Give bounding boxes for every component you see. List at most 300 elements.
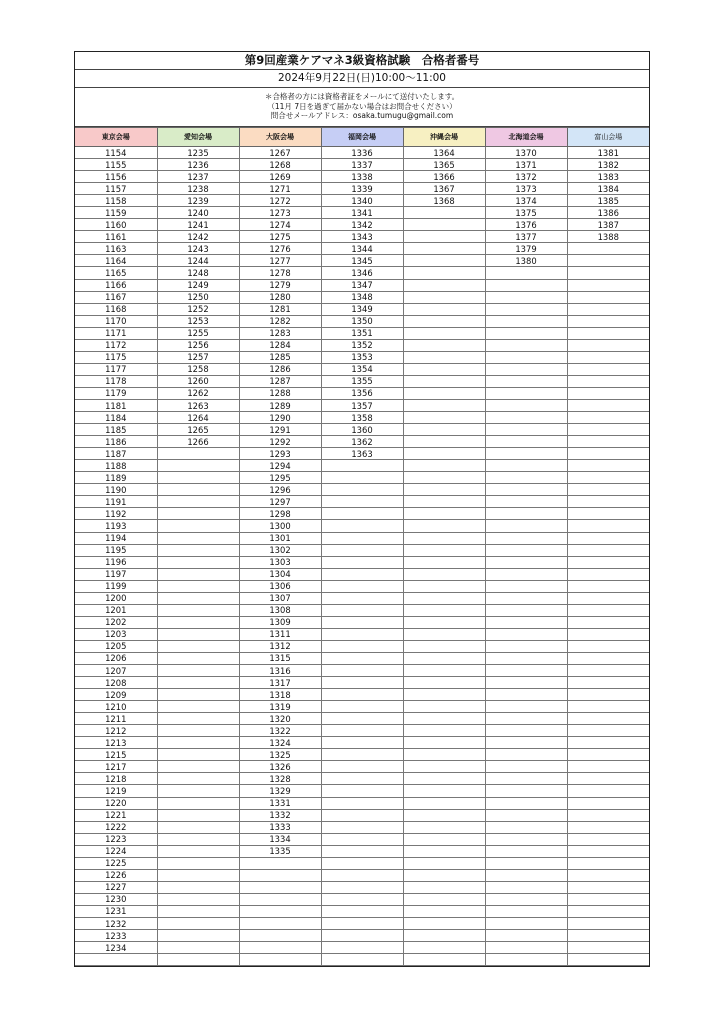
table-row <box>75 243 649 255</box>
pass-number-cell <box>403 219 485 231</box>
pass-number-cell <box>485 424 567 436</box>
pass-number-cell <box>403 785 485 797</box>
pass-number-cell <box>157 556 239 568</box>
pass-number-cell <box>321 725 403 737</box>
table-row <box>75 592 649 604</box>
pass-number-cell <box>403 640 485 652</box>
pass-number-cell: 1163 <box>75 243 157 255</box>
pass-number-cell: 1355 <box>321 375 403 387</box>
pass-number-cell: 1192 <box>75 508 157 520</box>
pass-number-cell: 1290 <box>239 412 321 424</box>
pass-number-cell <box>567 291 649 303</box>
pass-number-cell: 1220 <box>75 797 157 809</box>
pass-number-cell <box>321 845 403 857</box>
table-row <box>75 147 649 159</box>
pass-number-cell <box>485 930 567 942</box>
pass-number-cell: 1155 <box>75 159 157 171</box>
pass-number-cell <box>239 954 321 966</box>
pass-number-cell <box>321 737 403 749</box>
pass-number-cell: 1276 <box>239 243 321 255</box>
pass-number-cell <box>403 954 485 966</box>
pass-number-cell: 1274 <box>239 219 321 231</box>
pass-number-cell: 1210 <box>75 701 157 713</box>
pass-number-cell <box>567 905 649 917</box>
pass-number-cell: 1243 <box>157 243 239 255</box>
pass-number-cell: 1356 <box>321 387 403 399</box>
pass-number-cell: 1255 <box>157 327 239 339</box>
pass-number-cell: 1282 <box>239 315 321 327</box>
pass-number-cell <box>567 592 649 604</box>
pass-number-cell <box>403 773 485 785</box>
pass-number-cell: 1304 <box>239 568 321 580</box>
pass-number-cell: 1191 <box>75 496 157 508</box>
pass-number-cell <box>567 725 649 737</box>
pass-number-cell <box>321 556 403 568</box>
pass-number-cell <box>321 869 403 881</box>
pass-number-cell <box>403 628 485 640</box>
venue-header-row <box>75 128 649 147</box>
pass-number-cell <box>321 460 403 472</box>
pass-number-cell <box>157 484 239 496</box>
notice-line-contact-email: 問合せメールアドレス：osaka.tumugu@gmail.com <box>270 111 454 121</box>
pass-number-cell <box>157 809 239 821</box>
pass-number-cell <box>403 424 485 436</box>
pass-number-cell: 1342 <box>321 219 403 231</box>
pass-number-cell: 1332 <box>239 809 321 821</box>
pass-number-cell <box>157 833 239 845</box>
pass-number-cell: 1285 <box>239 351 321 363</box>
pass-number-cell <box>403 942 485 954</box>
pass-number-cell <box>403 725 485 737</box>
pass-number-cell <box>157 448 239 460</box>
pass-number-cell <box>567 387 649 399</box>
pass-number-cell <box>485 640 567 652</box>
pass-number-cell: 1370 <box>485 147 567 159</box>
pass-number-cell <box>239 905 321 917</box>
pass-number-cell <box>403 761 485 773</box>
venue-header: 福岡会場 <box>321 128 403 147</box>
results-sheet <box>74 51 650 967</box>
pass-number-cell <box>403 580 485 592</box>
table-row <box>75 231 649 243</box>
pass-number-rows <box>75 147 649 966</box>
table-row <box>75 339 649 351</box>
pass-number-cell <box>157 665 239 677</box>
pass-number-cell <box>403 448 485 460</box>
pass-number-cell: 1185 <box>75 424 157 436</box>
venue-header: 愛知会場 <box>157 128 239 147</box>
pass-number-cell: 1362 <box>321 436 403 448</box>
pass-number-cell: 1328 <box>239 773 321 785</box>
table-row <box>75 532 649 544</box>
pass-number-cell <box>485 412 567 424</box>
pass-number-cell <box>239 857 321 869</box>
pass-number-cell: 1367 <box>403 183 485 195</box>
pass-number-cell: 1373 <box>485 183 567 195</box>
pass-number-cell: 1224 <box>75 845 157 857</box>
pass-number-cell <box>239 930 321 942</box>
pass-number-cell: 1318 <box>239 689 321 701</box>
pass-number-cell <box>567 954 649 966</box>
pass-number-cell: 1213 <box>75 737 157 749</box>
pass-number-cell <box>567 496 649 508</box>
pass-number-cell <box>239 881 321 893</box>
pass-number-cell <box>485 508 567 520</box>
pass-number-cell <box>403 893 485 905</box>
pass-number-cell <box>485 363 567 375</box>
pass-number-cell <box>485 448 567 460</box>
pass-number-cell: 1294 <box>239 460 321 472</box>
pass-number-cell <box>403 556 485 568</box>
pass-number-cell: 1364 <box>403 147 485 159</box>
pass-number-cell <box>403 677 485 689</box>
pass-number-cell <box>157 568 239 580</box>
pass-number-cell: 1340 <box>321 195 403 207</box>
pass-number-cell: 1284 <box>239 339 321 351</box>
pass-number-cell <box>567 797 649 809</box>
pass-number-cell <box>321 881 403 893</box>
pass-number-cell: 1303 <box>239 556 321 568</box>
pass-number-cell <box>321 893 403 905</box>
pass-number-cell: 1189 <box>75 472 157 484</box>
pass-number-cell: 1175 <box>75 351 157 363</box>
pass-number-cell <box>403 749 485 761</box>
pass-number-cell <box>157 520 239 532</box>
table-row <box>75 387 649 399</box>
pass-number-cell: 1286 <box>239 363 321 375</box>
pass-number-cell <box>321 713 403 725</box>
pass-number-cell: 1262 <box>157 387 239 399</box>
table-row <box>75 183 649 195</box>
pass-number-cell: 1344 <box>321 243 403 255</box>
pass-number-cell: 1300 <box>239 520 321 532</box>
pass-number-cell: 1260 <box>157 375 239 387</box>
pass-number-cell <box>485 327 567 339</box>
pass-number-cell: 1374 <box>485 195 567 207</box>
pass-number-cell <box>567 652 649 664</box>
pass-number-cell <box>157 893 239 905</box>
pass-number-cell <box>403 918 485 930</box>
pass-number-cell: 1161 <box>75 231 157 243</box>
pass-number-cell <box>485 893 567 905</box>
pass-number-cell: 1158 <box>75 195 157 207</box>
pass-number-cell: 1289 <box>239 399 321 411</box>
notice-block <box>75 88 649 127</box>
pass-number-cell: 1331 <box>239 797 321 809</box>
table-row <box>75 255 649 267</box>
pass-number-cell <box>403 701 485 713</box>
table-row <box>75 303 649 315</box>
pass-number-cell <box>485 303 567 315</box>
pass-number-cell <box>567 881 649 893</box>
pass-number-cell <box>403 472 485 484</box>
pass-number-cell <box>157 640 239 652</box>
pass-number-cell <box>403 375 485 387</box>
pass-number-cell: 1231 <box>75 905 157 917</box>
pass-number-cell: 1184 <box>75 412 157 424</box>
pass-number-cell: 1385 <box>567 195 649 207</box>
pass-number-cell <box>567 749 649 761</box>
pass-number-cell: 1380 <box>485 255 567 267</box>
table-row <box>75 785 649 797</box>
pass-number-cell <box>321 652 403 664</box>
pass-number-cell <box>321 954 403 966</box>
pass-number-cell: 1194 <box>75 532 157 544</box>
pass-number-cell: 1334 <box>239 833 321 845</box>
pass-number-cell <box>567 327 649 339</box>
pass-number-cell: 1288 <box>239 387 321 399</box>
table-row <box>75 448 649 460</box>
table-row <box>75 436 649 448</box>
pass-number-cell <box>485 821 567 833</box>
pass-number-cell: 1343 <box>321 231 403 243</box>
pass-number-cell <box>567 857 649 869</box>
pass-number-cell <box>567 544 649 556</box>
venue-header: 富山会場 <box>567 128 649 147</box>
pass-number-cell <box>321 918 403 930</box>
pass-number-cell <box>239 869 321 881</box>
pass-number-cell <box>485 785 567 797</box>
pass-number-cell: 1277 <box>239 255 321 267</box>
pass-number-cell <box>485 604 567 616</box>
pass-number-cell <box>321 484 403 496</box>
pass-number-cell <box>403 905 485 917</box>
pass-number-cell <box>567 893 649 905</box>
pass-number-cell: 1338 <box>321 171 403 183</box>
pass-number-cell: 1200 <box>75 592 157 604</box>
pass-number-cell <box>485 749 567 761</box>
pass-number-cell: 1325 <box>239 749 321 761</box>
pass-number-cell <box>485 592 567 604</box>
pass-number-cell <box>157 761 239 773</box>
pass-number-cell <box>403 412 485 424</box>
pass-number-cell <box>567 448 649 460</box>
pass-number-cell <box>485 905 567 917</box>
pass-number-cell: 1223 <box>75 833 157 845</box>
pass-number-cell: 1249 <box>157 279 239 291</box>
table-row <box>75 737 649 749</box>
pass-number-cell: 1267 <box>239 147 321 159</box>
pass-number-cell: 1348 <box>321 291 403 303</box>
pass-number-cell <box>157 749 239 761</box>
pass-number-cell: 1287 <box>239 375 321 387</box>
pass-number-cell: 1388 <box>567 231 649 243</box>
pass-number-cell <box>321 833 403 845</box>
pass-number-cell <box>485 773 567 785</box>
pass-number-cell: 1365 <box>403 159 485 171</box>
pass-number-cell <box>567 568 649 580</box>
pass-number-cell <box>567 460 649 472</box>
pass-number-cell: 1195 <box>75 544 157 556</box>
pass-number-cell: 1307 <box>239 592 321 604</box>
pass-number-cell <box>403 255 485 267</box>
pass-number-cell <box>485 556 567 568</box>
pass-number-cell <box>403 689 485 701</box>
pass-number-cell: 1377 <box>485 231 567 243</box>
pass-number-cell <box>321 797 403 809</box>
pass-number-cell <box>157 954 239 966</box>
table-row <box>75 207 649 219</box>
pass-number-cell <box>157 930 239 942</box>
document-title: 第9回産業ケアマネ3級資格試験 合格者番号 <box>75 52 649 70</box>
pass-number-cell: 1244 <box>157 255 239 267</box>
pass-number-cell: 1366 <box>403 171 485 183</box>
table-row <box>75 628 649 640</box>
pass-number-cell <box>567 761 649 773</box>
pass-number-cell <box>321 942 403 954</box>
table-row <box>75 773 649 785</box>
pass-number-cell: 1190 <box>75 484 157 496</box>
pass-number-cell <box>157 713 239 725</box>
table-row <box>75 496 649 508</box>
pass-number-cell <box>157 942 239 954</box>
pass-number-cell <box>321 472 403 484</box>
pass-number-cell: 1349 <box>321 303 403 315</box>
pass-number-cell <box>485 291 567 303</box>
pass-number-cell: 1275 <box>239 231 321 243</box>
pass-number-cell <box>485 857 567 869</box>
pass-number-cell <box>321 508 403 520</box>
pass-number-cell: 1234 <box>75 942 157 954</box>
pass-number-cell: 1326 <box>239 761 321 773</box>
pass-number-cell <box>403 857 485 869</box>
pass-number-cell: 1336 <box>321 147 403 159</box>
pass-number-cell: 1248 <box>157 267 239 279</box>
pass-number-cell <box>321 544 403 556</box>
pass-number-cell: 1239 <box>157 195 239 207</box>
pass-number-cell <box>567 399 649 411</box>
pass-number-cell: 1278 <box>239 267 321 279</box>
table-row <box>75 171 649 183</box>
pass-number-cell <box>157 845 239 857</box>
pass-number-cell <box>485 689 567 701</box>
pass-number-cell <box>403 713 485 725</box>
pass-number-cell: 1222 <box>75 821 157 833</box>
pass-number-cell: 1168 <box>75 303 157 315</box>
pass-number-cell: 1215 <box>75 749 157 761</box>
pass-number-cell: 1280 <box>239 291 321 303</box>
pass-number-cell <box>403 243 485 255</box>
pass-number-cell <box>567 339 649 351</box>
pass-number-cell: 1208 <box>75 677 157 689</box>
pass-number-cell <box>567 267 649 279</box>
pass-number-cell: 1293 <box>239 448 321 460</box>
pass-number-cell <box>321 701 403 713</box>
venue-header: 東京会場 <box>75 128 157 147</box>
pass-number-cell: 1346 <box>321 267 403 279</box>
pass-number-cell: 1221 <box>75 809 157 821</box>
pass-number-cell <box>485 460 567 472</box>
table-row <box>75 412 649 424</box>
table-row <box>75 424 649 436</box>
table-row <box>75 893 649 905</box>
notice-line-delivery: ＊合格者の方には資格者証をメールにて送付いたします。 <box>264 92 460 101</box>
pass-number-cell <box>567 412 649 424</box>
pass-number-cell <box>485 279 567 291</box>
pass-number-cell: 1350 <box>321 315 403 327</box>
pass-number-cell <box>157 508 239 520</box>
table-row <box>75 833 649 845</box>
pass-number-cell <box>485 315 567 327</box>
pass-number-cell <box>485 484 567 496</box>
pass-number-cell <box>321 677 403 689</box>
pass-number-cell <box>403 797 485 809</box>
pass-number-cell: 1171 <box>75 327 157 339</box>
pass-number-cell <box>567 484 649 496</box>
pass-number-cell <box>485 701 567 713</box>
pass-number-cell <box>485 665 567 677</box>
pass-number-cell <box>403 339 485 351</box>
table-row <box>75 291 649 303</box>
pass-number-cell <box>485 652 567 664</box>
pass-number-cell <box>403 231 485 243</box>
pass-number-cell: 1347 <box>321 279 403 291</box>
table-row <box>75 930 649 942</box>
pass-number-cell <box>157 544 239 556</box>
pass-number-cell: 1188 <box>75 460 157 472</box>
table-row <box>75 267 649 279</box>
pass-number-cell <box>485 387 567 399</box>
pass-number-cell: 1201 <box>75 604 157 616</box>
pass-number-cell <box>403 821 485 833</box>
pass-number-cell <box>239 942 321 954</box>
exam-date: 2024年9月22日(日)10:00～11:00 <box>75 70 649 88</box>
pass-number-cell <box>403 436 485 448</box>
pass-number-cell: 1250 <box>157 291 239 303</box>
pass-number-cell <box>157 604 239 616</box>
pass-number-cell: 1253 <box>157 315 239 327</box>
pass-number-cell <box>403 351 485 363</box>
table-row <box>75 761 649 773</box>
pass-number-cell <box>403 303 485 315</box>
pass-number-cell: 1311 <box>239 628 321 640</box>
table-row <box>75 689 649 701</box>
pass-number-cell <box>485 942 567 954</box>
pass-number-cell <box>485 436 567 448</box>
table-row <box>75 845 649 857</box>
pass-number-cell <box>403 315 485 327</box>
table-row <box>75 809 649 821</box>
pass-number-cell: 1302 <box>239 544 321 556</box>
pass-number-cell <box>403 845 485 857</box>
pass-number-cell: 1384 <box>567 183 649 195</box>
pass-number-cell: 1306 <box>239 580 321 592</box>
pass-number-cell <box>485 616 567 628</box>
pass-number-cell <box>321 761 403 773</box>
pass-number-cell: 1298 <box>239 508 321 520</box>
pass-number-cell <box>321 616 403 628</box>
pass-number-cell <box>157 616 239 628</box>
pass-number-cell: 1156 <box>75 171 157 183</box>
table-row <box>75 918 649 930</box>
pass-number-cell <box>403 399 485 411</box>
pass-number-cell <box>485 845 567 857</box>
pass-number-cell: 1266 <box>157 436 239 448</box>
table-row <box>75 544 649 556</box>
pass-number-cell <box>157 592 239 604</box>
pass-number-cell <box>567 424 649 436</box>
pass-number-cell: 1159 <box>75 207 157 219</box>
pass-number-cell <box>157 652 239 664</box>
pass-number-cell <box>567 279 649 291</box>
pass-number-cell: 1375 <box>485 207 567 219</box>
pass-number-cell <box>321 857 403 869</box>
pass-number-cell: 1292 <box>239 436 321 448</box>
pass-number-cell <box>157 689 239 701</box>
pass-number-cell: 1368 <box>403 195 485 207</box>
pass-number-cell: 1203 <box>75 628 157 640</box>
table-row <box>75 905 649 917</box>
